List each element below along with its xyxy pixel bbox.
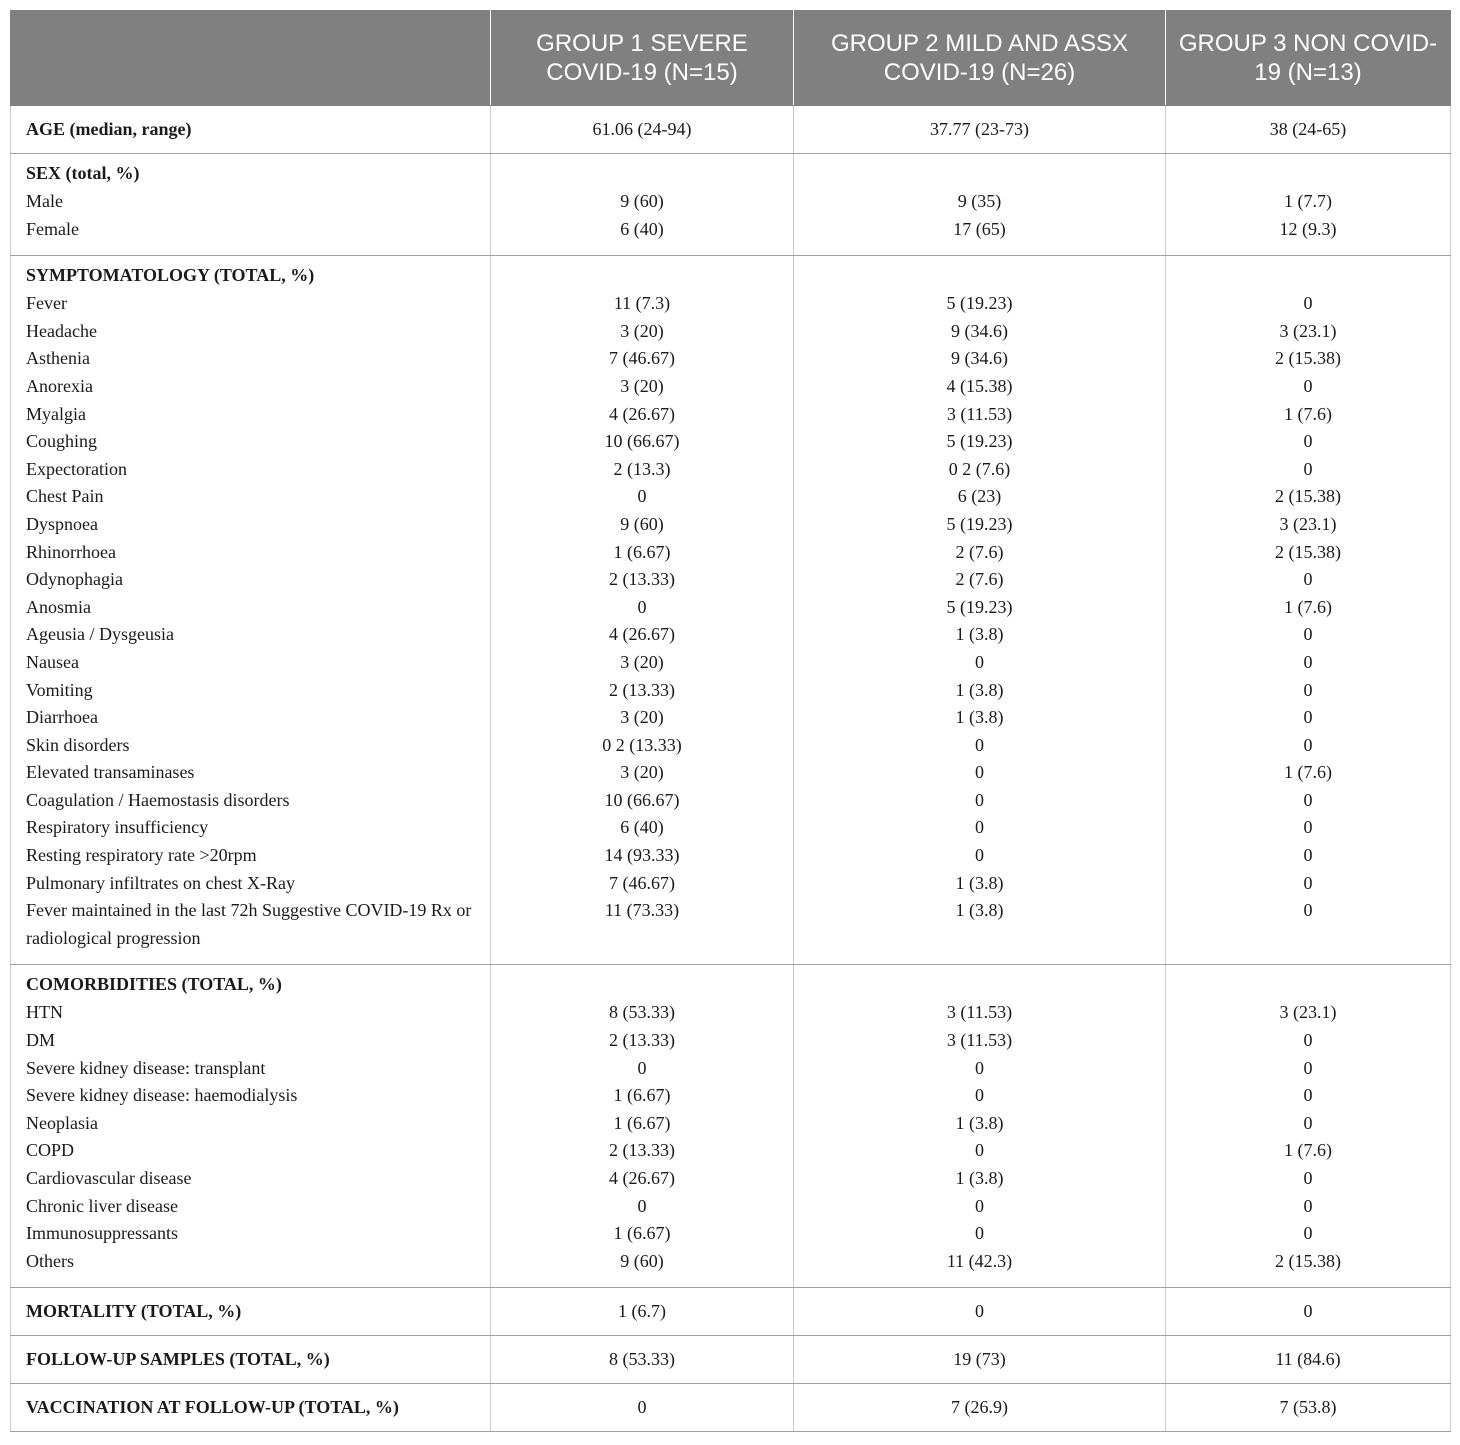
cell-group-1: 8 (53.33) <box>491 999 794 1027</box>
cell-group-3: 3 (23.1) <box>1166 999 1451 1027</box>
cell-group-3: 2 (15.38) <box>1166 345 1451 373</box>
cell-group-1: 1 (6.67) <box>491 539 794 567</box>
cell-group-3 <box>1166 965 1451 1000</box>
row-neoplasia <box>11 1110 1451 1138</box>
cell-group-3: 0 <box>1166 704 1451 732</box>
row-elevated-transaminases <box>11 759 1451 787</box>
cell-group-2: 17 (65) <box>794 216 1166 256</box>
cell-group-2: 5 (19.23) <box>794 594 1166 622</box>
cell-group-1: 2 (13.33) <box>491 677 794 705</box>
section-comorbidities <box>11 965 1451 1000</box>
cell-group-2: 0 <box>794 732 1166 760</box>
row-vomiting <box>11 677 1451 705</box>
row-label: Headache <box>11 318 491 346</box>
cell-group-3: 1 (7.6) <box>1166 401 1451 429</box>
cell-group-3: 11 (84.6) <box>1166 1336 1451 1384</box>
cell-group-2: 11 (42.3) <box>794 1248 1166 1288</box>
row-asthenia <box>11 345 1451 373</box>
row-label: Coughing <box>11 428 491 456</box>
cell-group-2: 2 (7.6) <box>794 539 1166 567</box>
section-title: AGE (median, range) <box>26 119 192 139</box>
row-myalgia <box>11 401 1451 429</box>
cell-group-2: 0 <box>794 1193 1166 1221</box>
cell-group-3: 0 <box>1166 1165 1451 1193</box>
row-htn <box>11 999 1451 1027</box>
section-title: SYMPTOMATOLOGY (TOTAL, %) <box>26 265 315 286</box>
cell-group-2: 0 <box>794 1220 1166 1248</box>
cell-group-2: 7 (26.9) <box>794 1384 1166 1432</box>
cell-group-2: 1 (3.8) <box>794 1165 1166 1193</box>
row-label: Skin disorders <box>11 732 491 760</box>
cell-group-3: 1 (7.7) <box>1166 188 1451 216</box>
cell-group-2: 0 <box>794 1055 1166 1083</box>
row-label: Expectoration <box>11 456 491 484</box>
cell-group-1: 3 (20) <box>491 373 794 401</box>
cell-group-3: 2 (15.38) <box>1166 483 1451 511</box>
section-symptoms <box>11 256 1451 291</box>
header-group-1: GROUP 1 SEVERE COVID-19 (N=15) <box>491 11 794 106</box>
row-others <box>11 1248 1451 1288</box>
row-pulmonary-infiltrates-on-chest-x-ray <box>11 870 1451 898</box>
cell-group-2: 5 (19.23) <box>794 290 1166 318</box>
cell-group-1: 4 (26.67) <box>491 621 794 649</box>
row-label: DM <box>11 1027 491 1055</box>
cell-group-1 <box>491 154 794 189</box>
cell-group-1: 1 (6.67) <box>491 1110 794 1138</box>
cell-group-2: 9 (34.6) <box>794 345 1166 373</box>
cell-group-3: 0 <box>1166 428 1451 456</box>
row-label: Female <box>11 216 491 256</box>
cell-group-2: 3 (11.53) <box>794 1027 1166 1055</box>
row-headache <box>11 318 1451 346</box>
row-label: Rhinorrhoea <box>11 539 491 567</box>
row-label: Male <box>11 188 491 216</box>
row-dm <box>11 1027 1451 1055</box>
row-label: Elevated transaminases <box>11 759 491 787</box>
row-label: Fever maintained in the last 72h Suggestive COVID-19 Rx or radiological progression <box>11 897 491 965</box>
section-title: FOLLOW-UP SAMPLES (TOTAL, %) <box>26 1349 330 1370</box>
cell-group-2 <box>794 965 1166 1000</box>
row-chronic-liver-disease <box>11 1193 1451 1221</box>
cell-group-2: 1 (3.8) <box>794 704 1166 732</box>
cell-group-3: 0 <box>1166 1288 1451 1336</box>
row-label: Anosmia <box>11 594 491 622</box>
cell-group-3: 0 <box>1166 373 1451 401</box>
row-label: COPD <box>11 1137 491 1165</box>
row-label <box>11 1288 491 1336</box>
cell-group-1: 4 (26.67) <box>491 401 794 429</box>
cell-group-1: 4 (26.67) <box>491 1165 794 1193</box>
cell-group-2: 5 (19.23) <box>794 511 1166 539</box>
row-ageusia-dysgeusia <box>11 621 1451 649</box>
row-immunosuppressants <box>11 1220 1451 1248</box>
cell-group-2: 0 <box>794 842 1166 870</box>
row-label <box>11 256 491 291</box>
cell-group-3: 0 <box>1166 566 1451 594</box>
row-label: Myalgia <box>11 401 491 429</box>
cell-group-3: 3 (23.1) <box>1166 511 1451 539</box>
row-label: Resting respiratory rate >20rpm <box>11 842 491 870</box>
cell-group-3: 0 <box>1166 290 1451 318</box>
cell-group-2: 1 (3.8) <box>794 870 1166 898</box>
row-label: Severe kidney disease: transplant <box>11 1055 491 1083</box>
row-label: Ageusia / Dysgeusia <box>11 621 491 649</box>
cell-group-2: 9 (34.6) <box>794 318 1166 346</box>
cell-group-1: 0 <box>491 483 794 511</box>
row-fever <box>11 290 1451 318</box>
row-fever-maintained-in-the-last-72h-suggestive-covid-19-rx-or-radiological-progression <box>11 897 1451 965</box>
cell-group-1: 1 (6.67) <box>491 1082 794 1110</box>
cell-group-1: 1 (6.67) <box>491 1220 794 1248</box>
cell-group-2: 0 <box>794 759 1166 787</box>
cell-group-1: 6 (40) <box>491 216 794 256</box>
row-anorexia <box>11 373 1451 401</box>
row-dyspnoea <box>11 511 1451 539</box>
row-expectoration <box>11 456 1451 484</box>
cell-group-2: 0 <box>794 787 1166 815</box>
section-title: COMORBIDITIES (TOTAL, %) <box>26 974 282 995</box>
cell-group-1: 61.06 (24-94) <box>491 106 794 154</box>
cell-group-2: 1 (3.8) <box>794 897 1166 965</box>
header-empty <box>11 11 491 106</box>
row-odynophagia <box>11 566 1451 594</box>
row-label: Pulmonary infiltrates on chest X-Ray <box>11 870 491 898</box>
row-follow-up-samples-total <box>11 1336 1451 1384</box>
cell-group-2: 0 <box>794 649 1166 677</box>
cell-group-2: 5 (19.23) <box>794 428 1166 456</box>
cell-group-2: 0 2 (7.6) <box>794 456 1166 484</box>
row-label: Others <box>11 1248 491 1288</box>
row-anosmia <box>11 594 1451 622</box>
cell-group-1: 9 (60) <box>491 188 794 216</box>
row-age-median-range <box>11 106 1451 154</box>
cell-group-3: 2 (15.38) <box>1166 539 1451 567</box>
cell-group-3: 2 (15.38) <box>1166 1248 1451 1288</box>
row-coagulation-haemostasis-disorders <box>11 787 1451 815</box>
cell-group-2: 9 (35) <box>794 188 1166 216</box>
row-label <box>11 106 491 154</box>
row-diarrhoea <box>11 704 1451 732</box>
row-severe-kidney-disease-haemodialysis <box>11 1082 1451 1110</box>
cell-group-1: 0 <box>491 1055 794 1083</box>
cell-group-3: 0 <box>1166 456 1451 484</box>
cell-group-2: 1 (3.8) <box>794 621 1166 649</box>
cell-group-1: 8 (53.33) <box>491 1336 794 1384</box>
cell-group-1: 7 (46.67) <box>491 345 794 373</box>
cell-group-1: 3 (20) <box>491 318 794 346</box>
header-row <box>11 11 1451 106</box>
cell-group-2: 1 (3.8) <box>794 677 1166 705</box>
cell-group-2: 3 (11.53) <box>794 401 1166 429</box>
cell-group-1: 1 (6.7) <box>491 1288 794 1336</box>
cell-group-3: 0 <box>1166 842 1451 870</box>
row-label: Chest Pain <box>11 483 491 511</box>
cell-group-1: 9 (60) <box>491 1248 794 1288</box>
cell-group-3: 0 <box>1166 897 1451 965</box>
cell-group-3: 1 (7.6) <box>1166 759 1451 787</box>
cell-group-1: 3 (20) <box>491 704 794 732</box>
cell-group-1: 3 (20) <box>491 759 794 787</box>
cell-group-1: 11 (7.3) <box>491 290 794 318</box>
cell-group-2 <box>794 154 1166 189</box>
cell-group-2: 0 <box>794 814 1166 842</box>
cell-group-1: 2 (13.33) <box>491 1027 794 1055</box>
row-label: Immunosuppressants <box>11 1220 491 1248</box>
cell-group-3 <box>1166 256 1451 291</box>
row-female <box>11 216 1451 256</box>
cell-group-3 <box>1166 154 1451 189</box>
cell-group-2: 0 <box>794 1288 1166 1336</box>
row-label <box>11 965 491 1000</box>
section-title: VACCINATION AT FOLLOW-UP (TOTAL, %) <box>26 1397 399 1418</box>
row-label: Fever <box>11 290 491 318</box>
cell-group-2: 37.77 (23-73) <box>794 106 1166 154</box>
header-group-2: GROUP 2 MILD AND ASSX COVID-19 (N=26) <box>794 11 1166 106</box>
row-label <box>11 1336 491 1384</box>
cell-group-1: 11 (73.33) <box>491 897 794 965</box>
cell-group-1: 6 (40) <box>491 814 794 842</box>
section-title: MORTALITY (TOTAL, %) <box>26 1301 242 1322</box>
row-coughing <box>11 428 1451 456</box>
row-label: Neoplasia <box>11 1110 491 1138</box>
row-resting-respiratory-rate-20rpm <box>11 842 1451 870</box>
row-respiratory-insufficiency <box>11 814 1451 842</box>
row-severe-kidney-disease-transplant <box>11 1055 1451 1083</box>
row-label: Anorexia <box>11 373 491 401</box>
cell-group-2: 2 (7.6) <box>794 566 1166 594</box>
cell-group-3: 38 (24-65) <box>1166 106 1451 154</box>
cell-group-2: 6 (23) <box>794 483 1166 511</box>
cell-group-1: 3 (20) <box>491 649 794 677</box>
cell-group-2: 19 (73) <box>794 1336 1166 1384</box>
cell-group-1: 2 (13.3) <box>491 456 794 484</box>
cell-group-1: 0 <box>491 1193 794 1221</box>
cell-group-3: 1 (7.6) <box>1166 1137 1451 1165</box>
cell-group-1 <box>491 965 794 1000</box>
cell-group-1: 0 <box>491 1384 794 1432</box>
cell-group-3: 0 <box>1166 677 1451 705</box>
row-chest-pain <box>11 483 1451 511</box>
row-label: Cardiovascular disease <box>11 1165 491 1193</box>
section-sex <box>11 154 1451 189</box>
cell-group-3: 0 <box>1166 1055 1451 1083</box>
cell-group-3: 12 (9.3) <box>1166 216 1451 256</box>
cell-group-2 <box>794 256 1166 291</box>
cell-group-3: 0 <box>1166 1027 1451 1055</box>
row-label: Nausea <box>11 649 491 677</box>
row-label: Diarrhoea <box>11 704 491 732</box>
cell-group-3: 0 <box>1166 732 1451 760</box>
table-body <box>11 106 1451 1432</box>
cell-group-1: 7 (46.67) <box>491 870 794 898</box>
cell-group-3: 3 (23.1) <box>1166 318 1451 346</box>
row-label <box>11 154 491 189</box>
cell-group-1: 9 (60) <box>491 511 794 539</box>
cohort-table <box>10 10 1451 1432</box>
row-label: Chronic liver disease <box>11 1193 491 1221</box>
header-group-3: GROUP 3 NON COVID-19 (N=13) <box>1166 11 1451 106</box>
cell-group-1: 10 (66.67) <box>491 787 794 815</box>
cell-group-1: 14 (93.33) <box>491 842 794 870</box>
row-vaccination-at-follow-up-total <box>11 1384 1451 1432</box>
row-cardiovascular-disease <box>11 1165 1451 1193</box>
row-male <box>11 188 1451 216</box>
cell-group-1: 10 (66.67) <box>491 428 794 456</box>
cell-group-1: 0 2 (13.33) <box>491 732 794 760</box>
cell-group-1: 2 (13.33) <box>491 1137 794 1165</box>
cell-group-3: 0 <box>1166 649 1451 677</box>
row-copd <box>11 1137 1451 1165</box>
cell-group-1: 0 <box>491 594 794 622</box>
row-label: Dyspnoea <box>11 511 491 539</box>
cell-group-3: 0 <box>1166 621 1451 649</box>
row-nausea <box>11 649 1451 677</box>
cell-group-3: 0 <box>1166 1082 1451 1110</box>
row-label <box>11 1384 491 1432</box>
cell-group-1 <box>491 256 794 291</box>
row-mortality-total <box>11 1288 1451 1336</box>
cell-group-2: 3 (11.53) <box>794 999 1166 1027</box>
cell-group-3: 0 <box>1166 1110 1451 1138</box>
cell-group-3: 0 <box>1166 787 1451 815</box>
row-label: Odynophagia <box>11 566 491 594</box>
cell-group-1: 2 (13.33) <box>491 566 794 594</box>
row-rhinorrhoea <box>11 539 1451 567</box>
row-label: Severe kidney disease: haemodialysis <box>11 1082 491 1110</box>
row-label: Coagulation / Haemostasis disorders <box>11 787 491 815</box>
row-skin-disorders <box>11 732 1451 760</box>
row-label: Asthenia <box>11 345 491 373</box>
cell-group-3: 0 <box>1166 1220 1451 1248</box>
cell-group-3: 1 (7.6) <box>1166 594 1451 622</box>
cell-group-2: 4 (15.38) <box>794 373 1166 401</box>
row-label: Respiratory insufficiency <box>11 814 491 842</box>
cell-group-2: 1 (3.8) <box>794 1110 1166 1138</box>
cell-group-2: 0 <box>794 1137 1166 1165</box>
cell-group-2: 0 <box>794 1082 1166 1110</box>
row-label: HTN <box>11 999 491 1027</box>
cell-group-3: 7 (53.8) <box>1166 1384 1451 1432</box>
cell-group-3: 0 <box>1166 1193 1451 1221</box>
row-label: Vomiting <box>11 677 491 705</box>
cell-group-3: 0 <box>1166 870 1451 898</box>
section-title: SEX (total, %) <box>26 163 140 183</box>
cell-group-3: 0 <box>1166 814 1451 842</box>
